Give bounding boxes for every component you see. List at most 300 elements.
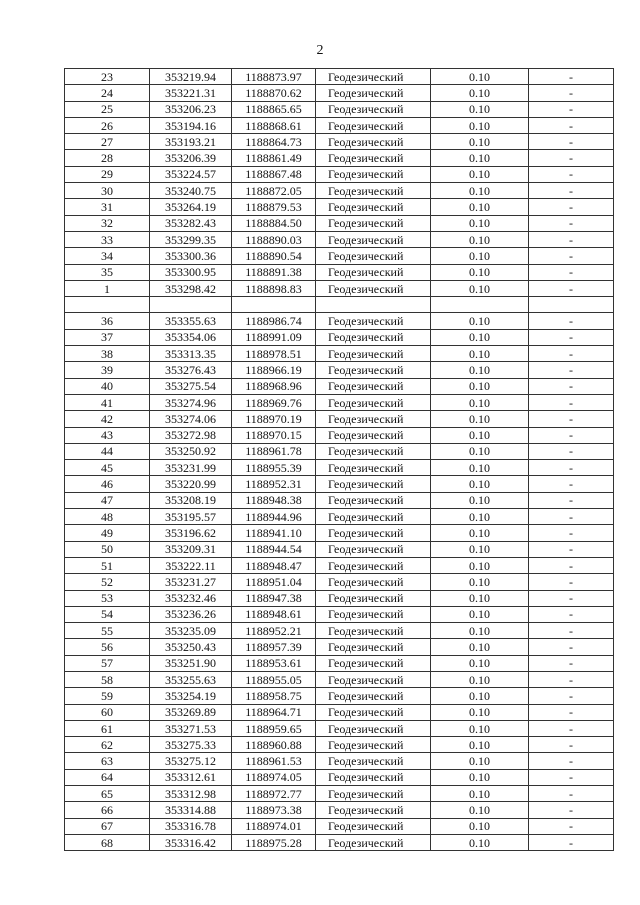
- point-number-cell: 44: [65, 443, 150, 459]
- note-cell: -: [529, 737, 614, 753]
- table-row: [65, 834, 614, 850]
- coordinate-y-cell: 1188890.54: [232, 248, 316, 264]
- point-number-cell: 31: [65, 199, 150, 215]
- method-cell: Геодезический: [316, 280, 431, 296]
- note-cell: -: [529, 769, 614, 785]
- accuracy-cell: 0.10: [431, 85, 529, 101]
- point-number-cell: 45: [65, 460, 150, 476]
- note-cell: -: [529, 313, 614, 329]
- accuracy-cell: 0.10: [431, 199, 529, 215]
- note-cell: -: [529, 101, 614, 117]
- accuracy-cell: 0.10: [431, 346, 529, 362]
- coordinate-y-cell: 1188861.49: [232, 150, 316, 166]
- note-cell: -: [529, 590, 614, 606]
- point-number-cell: 59: [65, 688, 150, 704]
- coordinate-x-cell: 353271.53: [150, 720, 232, 736]
- accuracy-cell: 0.10: [431, 248, 529, 264]
- accuracy-cell: 0.10: [431, 231, 529, 247]
- coordinate-y-cell: 1188961.53: [232, 753, 316, 769]
- coordinate-y-cell: 1188884.50: [232, 215, 316, 231]
- method-cell: Геодезический: [316, 150, 431, 166]
- coordinate-y-cell: 1188941.10: [232, 525, 316, 541]
- accuracy-cell: 0.10: [431, 574, 529, 590]
- point-number-cell: 60: [65, 704, 150, 720]
- method-cell: Геодезический: [316, 525, 431, 541]
- coordinate-y-cell: [232, 297, 316, 313]
- coordinate-y-cell: 1188953.61: [232, 655, 316, 671]
- method-cell: Геодезический: [316, 134, 431, 150]
- accuracy-cell: 0.10: [431, 525, 529, 541]
- accuracy-cell: 0.10: [431, 590, 529, 606]
- table-row: [65, 150, 614, 166]
- note-cell: -: [529, 117, 614, 133]
- accuracy-cell: 0.10: [431, 802, 529, 818]
- table-row: [65, 378, 614, 394]
- coordinate-y-cell: 1188968.96: [232, 378, 316, 394]
- accuracy-cell: 0.10: [431, 671, 529, 687]
- table-row: [65, 492, 614, 508]
- point-number-cell: 46: [65, 476, 150, 492]
- method-cell: Геодезический: [316, 199, 431, 215]
- coordinate-x-cell: 353219.94: [150, 69, 232, 85]
- accuracy-cell: 0.10: [431, 215, 529, 231]
- accuracy-cell: 0.10: [431, 329, 529, 345]
- coordinate-x-cell: 353251.90: [150, 655, 232, 671]
- accuracy-cell: 0.10: [431, 688, 529, 704]
- coordinate-x-cell: 353275.54: [150, 378, 232, 394]
- method-cell: Геодезический: [316, 818, 431, 834]
- coordinate-y-cell: 1188958.75: [232, 688, 316, 704]
- table-row: [65, 541, 614, 557]
- method-cell: Геодезический: [316, 443, 431, 459]
- note-cell: -: [529, 134, 614, 150]
- method-cell: Геодезический: [316, 769, 431, 785]
- coordinate-x-cell: 353224.57: [150, 166, 232, 182]
- note-cell: -: [529, 606, 614, 622]
- point-number-cell: 49: [65, 525, 150, 541]
- table-row: [65, 737, 614, 753]
- method-cell: Геодезический: [316, 623, 431, 639]
- coordinate-x-cell: 353274.06: [150, 411, 232, 427]
- point-number-cell: 43: [65, 427, 150, 443]
- note-cell: -: [529, 215, 614, 231]
- method-cell: Геодезический: [316, 786, 431, 802]
- accuracy-cell: 0.10: [431, 557, 529, 573]
- table-row: [65, 671, 614, 687]
- accuracy-cell: 0.10: [431, 150, 529, 166]
- point-number-cell: 65: [65, 786, 150, 802]
- coordinate-y-cell: 1188873.97: [232, 69, 316, 85]
- note-cell: -: [529, 443, 614, 459]
- note-cell: -: [529, 688, 614, 704]
- method-cell: Геодезический: [316, 834, 431, 850]
- coordinate-x-cell: 353250.92: [150, 443, 232, 459]
- coordinate-x-cell: 353195.57: [150, 509, 232, 525]
- method-cell: Геодезический: [316, 183, 431, 199]
- note-cell: -: [529, 69, 614, 85]
- coordinate-x-cell: 353313.35: [150, 346, 232, 362]
- table-row: [65, 655, 614, 671]
- table-row: [65, 590, 614, 606]
- method-cell: Геодезический: [316, 492, 431, 508]
- table-row: [65, 818, 614, 834]
- coordinate-y-cell: 1188972.77: [232, 786, 316, 802]
- note-cell: -: [529, 525, 614, 541]
- point-number-cell: 40: [65, 378, 150, 394]
- accuracy-cell: 0.10: [431, 427, 529, 443]
- coordinate-x-cell: 353208.19: [150, 492, 232, 508]
- accuracy-cell: 0.10: [431, 134, 529, 150]
- point-number-cell: 29: [65, 166, 150, 182]
- point-number-cell: 53: [65, 590, 150, 606]
- point-number-cell: 54: [65, 606, 150, 622]
- accuracy-cell: 0.10: [431, 101, 529, 117]
- table-row: [65, 134, 614, 150]
- point-number-cell: 24: [65, 85, 150, 101]
- point-number-cell: 57: [65, 655, 150, 671]
- table-row: [65, 606, 614, 622]
- accuracy-cell: 0.10: [431, 606, 529, 622]
- coordinate-y-cell: 1188870.62: [232, 85, 316, 101]
- point-number-cell: 42: [65, 411, 150, 427]
- coordinate-x-cell: 353316.78: [150, 818, 232, 834]
- page-number: 2: [316, 43, 324, 58]
- point-number-cell: 41: [65, 394, 150, 410]
- coordinate-y-cell: 1188960.88: [232, 737, 316, 753]
- coordinate-y-cell: 1188898.83: [232, 280, 316, 296]
- coordinate-y-cell: 1188961.78: [232, 443, 316, 459]
- accuracy-cell: 0.10: [431, 704, 529, 720]
- point-number-cell: 23: [65, 69, 150, 85]
- method-cell: Геодезический: [316, 427, 431, 443]
- method-cell: Геодезический: [316, 313, 431, 329]
- coordinate-y-cell: 1188957.39: [232, 639, 316, 655]
- note-cell: -: [529, 574, 614, 590]
- note-cell: -: [529, 476, 614, 492]
- coordinate-y-cell: 1188868.61: [232, 117, 316, 133]
- note-cell: -: [529, 394, 614, 410]
- method-cell: Геодезический: [316, 166, 431, 182]
- note-cell: -: [529, 199, 614, 215]
- accuracy-cell: 0.10: [431, 737, 529, 753]
- table-row: [65, 199, 614, 215]
- coordinate-x-cell: 353236.26: [150, 606, 232, 622]
- note-cell: -: [529, 541, 614, 557]
- method-cell: Геодезический: [316, 362, 431, 378]
- coordinate-y-cell: 1188969.76: [232, 394, 316, 410]
- coordinate-y-cell: 1188951.04: [232, 574, 316, 590]
- method-cell: Геодезический: [316, 231, 431, 247]
- coordinate-x-cell: 353194.16: [150, 117, 232, 133]
- method-cell: Геодезический: [316, 753, 431, 769]
- accuracy-cell: 0.10: [431, 769, 529, 785]
- point-number-cell: 34: [65, 248, 150, 264]
- point-number-cell: 36: [65, 313, 150, 329]
- coordinate-y-cell: 1188948.47: [232, 557, 316, 573]
- coordinate-x-cell: 353209.31: [150, 541, 232, 557]
- point-number-cell: 68: [65, 834, 150, 850]
- coordinate-x-cell: 353354.06: [150, 329, 232, 345]
- coordinate-y-cell: 1188944.96: [232, 509, 316, 525]
- coordinate-y-cell: 1188974.01: [232, 818, 316, 834]
- note-cell: -: [529, 834, 614, 850]
- table-row: [65, 460, 614, 476]
- coordinate-x-cell: 353231.99: [150, 460, 232, 476]
- coordinate-y-cell: 1188947.38: [232, 590, 316, 606]
- method-cell: Геодезический: [316, 671, 431, 687]
- coordinate-y-cell: 1188970.19: [232, 411, 316, 427]
- method-cell: Геодезический: [316, 606, 431, 622]
- point-number-cell: 56: [65, 639, 150, 655]
- method-cell: Геодезический: [316, 639, 431, 655]
- point-number-cell: 62: [65, 737, 150, 753]
- method-cell: Геодезический: [316, 248, 431, 264]
- accuracy-cell: 0.10: [431, 166, 529, 182]
- table-row: [65, 525, 614, 541]
- point-number-cell: 28: [65, 150, 150, 166]
- coordinate-y-cell: 1188975.28: [232, 834, 316, 850]
- point-number-cell: [65, 297, 150, 313]
- table-row: [65, 769, 614, 785]
- note-cell: -: [529, 460, 614, 476]
- coordinate-x-cell: 353298.42: [150, 280, 232, 296]
- coordinate-x-cell: 353206.39: [150, 150, 232, 166]
- point-number-cell: 26: [65, 117, 150, 133]
- accuracy-cell: 0.10: [431, 623, 529, 639]
- accuracy-cell: 0.10: [431, 509, 529, 525]
- accuracy-cell: 0.10: [431, 411, 529, 427]
- coordinate-y-cell: 1188944.54: [232, 541, 316, 557]
- accuracy-cell: 0.10: [431, 720, 529, 736]
- coordinate-y-cell: 1188964.71: [232, 704, 316, 720]
- coordinate-y-cell: 1188890.03: [232, 231, 316, 247]
- note-cell: -: [529, 280, 614, 296]
- coordinate-y-cell: 1188978.51: [232, 346, 316, 362]
- note-cell: -: [529, 346, 614, 362]
- point-number-cell: 58: [65, 671, 150, 687]
- note-cell: -: [529, 655, 614, 671]
- table-row: [65, 476, 614, 492]
- table-row: [65, 166, 614, 182]
- table-row: [65, 264, 614, 280]
- accuracy-cell: 0.10: [431, 264, 529, 280]
- note-cell: -: [529, 378, 614, 394]
- accuracy-cell: 0.10: [431, 460, 529, 476]
- point-number-cell: 39: [65, 362, 150, 378]
- point-number-cell: 51: [65, 557, 150, 573]
- point-number-cell: 67: [65, 818, 150, 834]
- point-number-cell: 61: [65, 720, 150, 736]
- method-cell: Геодезический: [316, 590, 431, 606]
- table-row: [65, 248, 614, 264]
- note-cell: -: [529, 818, 614, 834]
- point-number-cell: 38: [65, 346, 150, 362]
- accuracy-cell: 0.10: [431, 378, 529, 394]
- point-number-cell: 37: [65, 329, 150, 345]
- point-number-cell: 63: [65, 753, 150, 769]
- method-cell: Геодезический: [316, 541, 431, 557]
- coordinate-y-cell: 1188865.65: [232, 101, 316, 117]
- coordinate-y-cell: 1188955.05: [232, 671, 316, 687]
- coordinate-x-cell: [150, 297, 232, 313]
- coordinate-x-cell: 353274.96: [150, 394, 232, 410]
- table-row: [65, 623, 614, 639]
- point-number-cell: 47: [65, 492, 150, 508]
- coordinate-x-cell: 353193.21: [150, 134, 232, 150]
- note-cell: -: [529, 492, 614, 508]
- point-number-cell: 35: [65, 264, 150, 280]
- point-number-cell: 32: [65, 215, 150, 231]
- table-row: [65, 574, 614, 590]
- method-cell: Геодезический: [316, 737, 431, 753]
- coordinate-x-cell: 353300.95: [150, 264, 232, 280]
- coordinate-x-cell: 353254.19: [150, 688, 232, 704]
- method-cell: Геодезический: [316, 411, 431, 427]
- table-row: [65, 753, 614, 769]
- coordinate-y-cell: 1188966.19: [232, 362, 316, 378]
- table-row: [65, 313, 614, 329]
- note-cell: -: [529, 329, 614, 345]
- coordinate-x-cell: 353232.46: [150, 590, 232, 606]
- coordinate-x-cell: 353312.61: [150, 769, 232, 785]
- coordinate-x-cell: 353240.75: [150, 183, 232, 199]
- note-cell: -: [529, 623, 614, 639]
- coordinates-table: [64, 68, 614, 851]
- accuracy-cell: 0.10: [431, 183, 529, 199]
- accuracy-cell: 0.10: [431, 834, 529, 850]
- method-cell: Геодезический: [316, 688, 431, 704]
- method-cell: Геодезический: [316, 509, 431, 525]
- coordinate-x-cell: 353220.99: [150, 476, 232, 492]
- coordinate-y-cell: 1188891.38: [232, 264, 316, 280]
- note-cell: -: [529, 85, 614, 101]
- method-cell: Геодезический: [316, 264, 431, 280]
- table-row: [65, 509, 614, 525]
- table-row: [65, 394, 614, 410]
- coordinate-y-cell: 1188879.53: [232, 199, 316, 215]
- coordinate-x-cell: 353275.12: [150, 753, 232, 769]
- note-cell: -: [529, 427, 614, 443]
- accuracy-cell: 0.10: [431, 639, 529, 655]
- coordinate-y-cell: 1188867.48: [232, 166, 316, 182]
- coordinate-x-cell: 353222.11: [150, 557, 232, 573]
- coordinate-x-cell: 353299.35: [150, 231, 232, 247]
- method-cell: Геодезический: [316, 215, 431, 231]
- table-row: [65, 231, 614, 247]
- coordinate-x-cell: 353235.09: [150, 623, 232, 639]
- note-cell: -: [529, 671, 614, 687]
- accuracy-cell: 0.10: [431, 753, 529, 769]
- coordinate-x-cell: 353300.36: [150, 248, 232, 264]
- method-cell: Геодезический: [316, 378, 431, 394]
- coordinate-y-cell: 1188974.05: [232, 769, 316, 785]
- table-row: [65, 362, 614, 378]
- table-row: [65, 720, 614, 736]
- coordinate-x-cell: 353276.43: [150, 362, 232, 378]
- note-cell: -: [529, 150, 614, 166]
- table-row: [65, 117, 614, 133]
- method-cell: Геодезический: [316, 574, 431, 590]
- method-cell: Геодезический: [316, 69, 431, 85]
- coordinate-x-cell: 353316.42: [150, 834, 232, 850]
- method-cell: Геодезический: [316, 329, 431, 345]
- method-cell: Геодезический: [316, 394, 431, 410]
- note-cell: -: [529, 802, 614, 818]
- table-row: [65, 786, 614, 802]
- coordinate-y-cell: 1188955.39: [232, 460, 316, 476]
- note-cell: -: [529, 509, 614, 525]
- method-cell: Геодезический: [316, 802, 431, 818]
- coordinate-x-cell: 353269.89: [150, 704, 232, 720]
- coordinate-x-cell: 353255.63: [150, 671, 232, 687]
- method-cell: Геодезический: [316, 476, 431, 492]
- accuracy-cell: 0.10: [431, 541, 529, 557]
- table-row: [65, 688, 614, 704]
- coordinate-x-cell: 353282.43: [150, 215, 232, 231]
- table-row: [65, 297, 614, 313]
- table-row: [65, 443, 614, 459]
- coordinate-y-cell: 1188973.38: [232, 802, 316, 818]
- accuracy-cell: 0.10: [431, 394, 529, 410]
- coordinate-y-cell: 1188872.05: [232, 183, 316, 199]
- note-cell: -: [529, 264, 614, 280]
- coordinate-x-cell: 353231.27: [150, 574, 232, 590]
- note-cell: -: [529, 248, 614, 264]
- method-cell: Геодезический: [316, 346, 431, 362]
- accuracy-cell: 0.10: [431, 313, 529, 329]
- table-row: [65, 183, 614, 199]
- accuracy-cell: 0.10: [431, 362, 529, 378]
- point-number-cell: 64: [65, 769, 150, 785]
- note-cell: -: [529, 231, 614, 247]
- table-row: [65, 329, 614, 345]
- note-cell: -: [529, 411, 614, 427]
- point-number-cell: 30: [65, 183, 150, 199]
- point-number-cell: 52: [65, 574, 150, 590]
- coordinate-y-cell: 1188970.15: [232, 427, 316, 443]
- accuracy-cell: 0.10: [431, 786, 529, 802]
- coordinate-y-cell: 1188952.21: [232, 623, 316, 639]
- coordinate-x-cell: 353312.98: [150, 786, 232, 802]
- method-cell: Геодезический: [316, 85, 431, 101]
- point-number-cell: 50: [65, 541, 150, 557]
- coordinate-x-cell: 353314.88: [150, 802, 232, 818]
- coordinates-table-body: [65, 69, 614, 851]
- note-cell: [529, 297, 614, 313]
- accuracy-cell: 0.10: [431, 818, 529, 834]
- note-cell: -: [529, 753, 614, 769]
- table-row: [65, 411, 614, 427]
- table-row: [65, 639, 614, 655]
- method-cell: Геодезический: [316, 557, 431, 573]
- table-row: [65, 280, 614, 296]
- coordinate-y-cell: 1188864.73: [232, 134, 316, 150]
- table-row: [65, 427, 614, 443]
- accuracy-cell: 0.10: [431, 117, 529, 133]
- coordinate-y-cell: 1188948.38: [232, 492, 316, 508]
- coordinate-x-cell: 353221.31: [150, 85, 232, 101]
- table-row: [65, 69, 614, 85]
- table-row: [65, 215, 614, 231]
- table-row: [65, 704, 614, 720]
- coordinate-x-cell: 353275.33: [150, 737, 232, 753]
- note-cell: -: [529, 557, 614, 573]
- accuracy-cell: 0.10: [431, 280, 529, 296]
- table-row: [65, 802, 614, 818]
- method-cell: Геодезический: [316, 101, 431, 117]
- accuracy-cell: 0.10: [431, 476, 529, 492]
- note-cell: -: [529, 639, 614, 655]
